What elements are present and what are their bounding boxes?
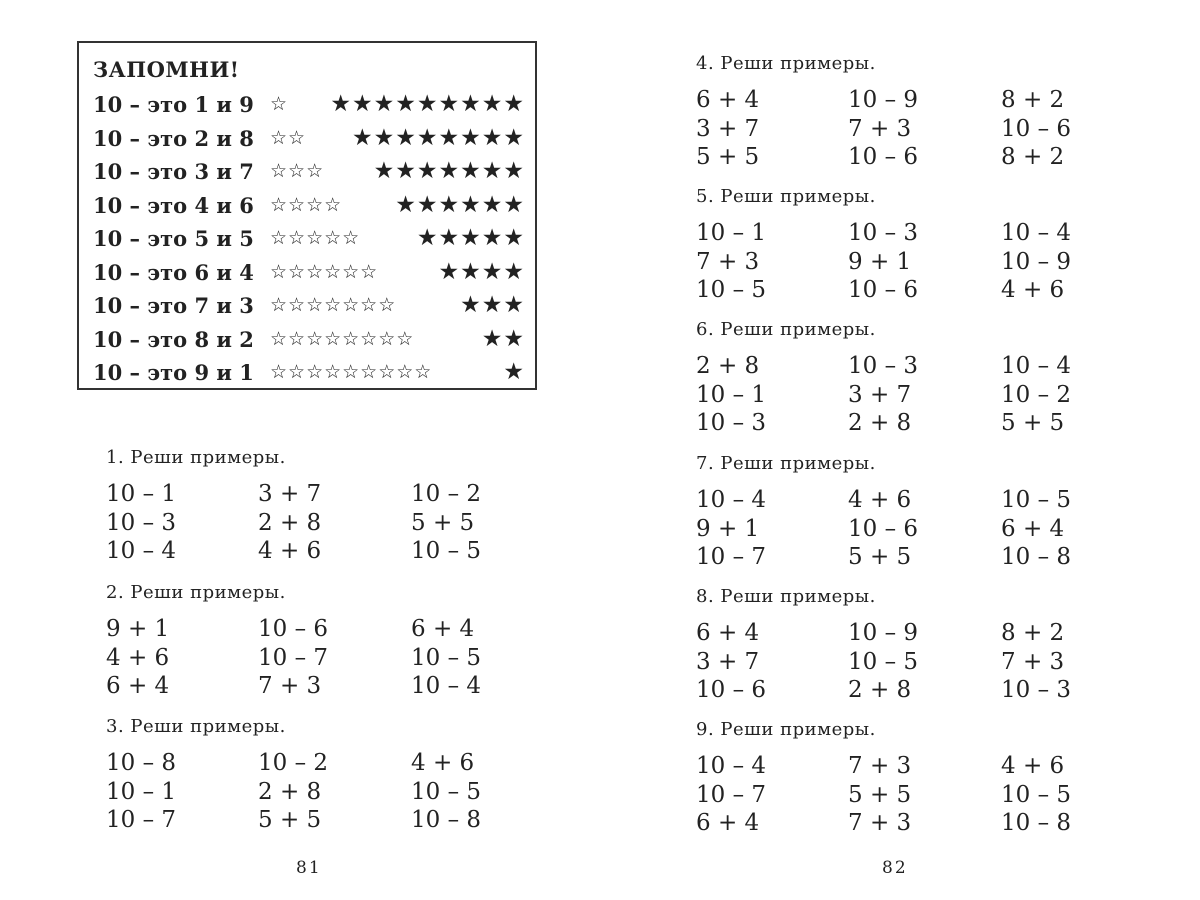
math-example: 5 + 5	[696, 144, 760, 170]
exercise-row	[106, 537, 482, 566]
math-example: 4 + 6	[1001, 753, 1065, 779]
remember-row-label: 10 – это 1 и 9	[93, 92, 254, 117]
math-example: 6 + 4	[696, 620, 760, 646]
remember-row-label: 10 – это 6 и 4	[93, 259, 254, 285]
exercise-row	[696, 676, 1072, 705]
exercise-block	[696, 183, 1072, 305]
math-example: 10 – 9	[848, 87, 919, 113]
math-example: 10 – 6	[848, 515, 919, 542]
exercise-title: 3. Реши примеры.	[106, 716, 286, 737]
math-example: 2 + 8	[848, 677, 912, 703]
math-example: 10 – 8	[1001, 810, 1072, 836]
exercise-title: 5. Реши примеры.	[696, 186, 876, 207]
exercise-row	[696, 276, 1065, 305]
math-example: 6 + 4	[696, 810, 760, 836]
math-example: 9 + 1	[696, 515, 760, 542]
math-example: 4 + 6	[258, 538, 322, 564]
exercise-row	[696, 809, 1072, 838]
exercise-row	[106, 672, 482, 701]
exercise-row	[696, 409, 1065, 438]
exercise-grid	[696, 752, 1072, 838]
outline-stars-icon: ☆☆☆☆☆☆☆☆☆	[270, 361, 433, 383]
exercise-grid	[696, 219, 1072, 305]
outline-stars-icon: ☆☆☆	[270, 160, 325, 182]
math-example: 10 – 6	[848, 277, 919, 303]
remember-row	[93, 356, 535, 390]
exercise-row	[696, 619, 1065, 648]
math-example: 10 – 4	[696, 753, 767, 779]
math-example: 10 – 9	[1001, 248, 1072, 275]
page-number-right: 82	[882, 858, 908, 878]
page-number-left: 81	[296, 858, 322, 878]
math-example: 10 – 3	[1001, 677, 1072, 703]
exercise-row	[106, 749, 475, 778]
math-example: 10 – 5	[411, 778, 482, 805]
remember-box	[77, 41, 537, 390]
remember-row	[93, 88, 535, 122]
math-example: 10 – 7	[258, 644, 329, 671]
remember-row-label: 10 – это 8 и 2	[93, 326, 254, 352]
exercise-row	[106, 615, 475, 644]
math-example: 5 + 5	[848, 781, 912, 808]
math-example: 10 – 6	[696, 677, 767, 703]
filled-stars-icon: ★★★★	[438, 258, 525, 285]
math-example: 5 + 5	[848, 544, 912, 570]
outline-stars-icon: ☆☆☆☆	[270, 193, 343, 216]
exercise-row	[696, 648, 1065, 677]
exercise-row	[696, 86, 1065, 115]
math-example: 4 + 6	[106, 644, 170, 671]
exercise-row	[696, 781, 1072, 810]
math-example: 2 + 8	[696, 353, 760, 379]
exercise-row	[696, 381, 1072, 410]
math-example: 10 – 5	[411, 538, 482, 564]
filled-stars-icon: ★★★★★★	[395, 191, 525, 218]
remember-row-label: 10 – это 3 и 7	[93, 159, 254, 184]
remember-row	[93, 289, 535, 323]
math-example: 8 + 2	[1001, 620, 1065, 646]
remember-row-label: 10 – это 4 и 6	[93, 192, 254, 218]
math-example: 10 – 5	[696, 277, 767, 303]
math-example: 10 – 6	[258, 616, 329, 642]
remember-row	[93, 323, 535, 357]
remember-row	[93, 222, 535, 256]
remember-row-label: 10 – это 5 и 5	[93, 226, 254, 251]
exercise-row	[106, 509, 475, 538]
math-example: 6 + 4	[696, 87, 760, 113]
math-example: 10 – 1	[696, 381, 767, 408]
remember-row-label: 10 – это 2 и 8	[93, 125, 254, 151]
remember-rows	[93, 88, 535, 390]
exercise-title: 7. Реши примеры.	[696, 453, 876, 474]
remember-row-label: 10 – это 7 и 3	[93, 293, 254, 318]
math-example: 7 + 3	[1001, 648, 1065, 675]
math-example: 10 – 7	[696, 781, 767, 808]
remember-title: ЗАПОМНИ!	[93, 57, 240, 82]
outline-stars-icon: ☆☆☆☆☆	[270, 227, 361, 249]
outline-stars-icon: ☆☆☆☆☆☆☆	[270, 294, 397, 316]
math-example: 6 + 4	[106, 673, 170, 699]
math-example: 10 – 5	[411, 644, 482, 671]
math-example: 10 – 3	[848, 353, 919, 379]
exercise-grid	[106, 749, 482, 835]
exercise-title: 2. Реши примеры.	[106, 582, 286, 603]
exercise-row	[696, 752, 1065, 781]
math-example: 8 + 2	[1001, 144, 1065, 170]
math-example: 10 – 5	[848, 648, 919, 675]
exercise-block	[696, 316, 1072, 438]
remember-row	[93, 189, 535, 223]
filled-stars-icon: ★★★★★★★	[373, 158, 525, 184]
remember-row	[93, 256, 535, 290]
math-example: 9 + 1	[848, 248, 912, 275]
math-example: 8 + 2	[1001, 87, 1065, 113]
math-example: 10 – 8	[1001, 544, 1072, 570]
exercise-row	[106, 806, 482, 835]
exercise-row	[106, 480, 482, 509]
remember-row	[93, 155, 535, 189]
exercise-row	[696, 515, 1065, 544]
math-example: 7 + 3	[848, 753, 912, 779]
math-example: 10 – 2	[258, 750, 329, 776]
exercise-title: 6. Реши примеры.	[696, 319, 876, 340]
exercise-block	[696, 583, 1072, 705]
filled-stars-icon: ★★	[481, 325, 525, 352]
math-example: 10 – 8	[106, 750, 177, 776]
exercise-row	[696, 543, 1072, 572]
exercise-grid	[696, 486, 1072, 572]
exercise-row	[696, 115, 1072, 144]
math-example: 7 + 3	[696, 248, 760, 275]
exercise-title: 4. Реши примеры.	[696, 53, 876, 74]
math-example: 10 – 1	[106, 778, 177, 805]
exercise-block	[696, 450, 1072, 572]
math-example: 10 – 2	[411, 481, 482, 507]
math-example: 4 + 6	[848, 487, 912, 513]
exercise-block	[696, 716, 1072, 838]
exercise-block	[696, 50, 1072, 172]
exercise-row	[696, 143, 1065, 172]
exercise-row	[696, 486, 1072, 515]
exercise-title: 9. Реши примеры.	[696, 719, 876, 740]
math-example: 10 – 7	[696, 544, 767, 570]
remember-row-label: 10 – это 9 и 1	[93, 360, 254, 385]
filled-stars-icon: ★★★★★	[416, 225, 525, 251]
exercise-grid	[106, 615, 482, 701]
math-example: 10 – 6	[848, 144, 919, 170]
math-example: 4 + 6	[411, 750, 475, 776]
outline-stars-icon: ☆☆☆☆☆☆☆☆	[270, 327, 415, 350]
math-example: 7 + 3	[258, 673, 322, 699]
math-example: 10 – 4	[1001, 220, 1072, 246]
math-example: 10 – 3	[848, 220, 919, 246]
math-example: 4 + 6	[1001, 277, 1065, 303]
exercise-block	[106, 579, 482, 701]
math-example: 6 + 4	[411, 616, 475, 642]
exercise-row	[106, 778, 482, 807]
exercise-grid	[696, 619, 1072, 705]
math-example: 5 + 5	[1001, 410, 1065, 436]
math-example: 3 + 7	[848, 381, 912, 408]
math-example: 10 – 9	[848, 620, 919, 646]
math-example: 10 – 3	[696, 410, 767, 436]
math-example: 10 – 3	[106, 509, 177, 536]
filled-stars-icon: ★	[503, 359, 525, 385]
math-example: 2 + 8	[848, 410, 912, 436]
exercise-row	[696, 248, 1072, 277]
math-example: 6 + 4	[1001, 515, 1065, 542]
filled-stars-icon: ★★★	[460, 292, 525, 318]
math-example: 10 – 8	[411, 807, 482, 833]
exercise-row	[696, 352, 1072, 381]
math-example: 10 – 1	[696, 220, 767, 246]
filled-stars-icon: ★★★★★★★★★	[330, 91, 525, 117]
math-example: 2 + 8	[258, 509, 322, 536]
math-example: 5 + 5	[411, 509, 475, 536]
math-example: 9 + 1	[106, 616, 170, 642]
math-example: 10 – 6	[1001, 115, 1072, 142]
exercise-block	[106, 444, 482, 566]
math-example: 10 – 4	[696, 487, 767, 513]
filled-stars-icon: ★★★★★★★★	[352, 124, 525, 151]
math-example: 10 – 5	[1001, 487, 1072, 513]
math-example: 10 – 7	[106, 807, 177, 833]
outline-stars-icon: ☆☆☆☆☆☆	[270, 260, 379, 283]
math-example: 7 + 3	[848, 115, 912, 142]
exercise-block	[106, 713, 482, 835]
exercise-grid	[696, 86, 1072, 172]
math-example: 10 – 4	[106, 538, 177, 564]
math-example: 10 – 4	[411, 673, 482, 699]
math-example: 5 + 5	[258, 807, 322, 833]
outline-stars-icon: ☆☆	[270, 126, 307, 149]
math-example: 7 + 3	[848, 810, 912, 836]
exercise-row	[106, 644, 482, 673]
math-example: 2 + 8	[258, 778, 322, 805]
exercise-title: 1. Реши примеры.	[106, 447, 286, 468]
math-example: 10 – 1	[106, 481, 177, 507]
outline-stars-icon: ☆	[270, 93, 289, 115]
math-example: 3 + 7	[696, 115, 760, 142]
math-example: 10 – 4	[1001, 353, 1072, 379]
exercise-row	[696, 219, 1072, 248]
math-example: 10 – 2	[1001, 381, 1072, 408]
math-example: 10 – 5	[1001, 781, 1072, 808]
remember-row	[93, 122, 535, 156]
exercise-grid	[106, 480, 482, 566]
exercise-grid	[696, 352, 1072, 438]
math-example: 3 + 7	[258, 481, 322, 507]
exercise-title: 8. Реши примеры.	[696, 586, 876, 607]
math-example: 3 + 7	[696, 648, 760, 675]
